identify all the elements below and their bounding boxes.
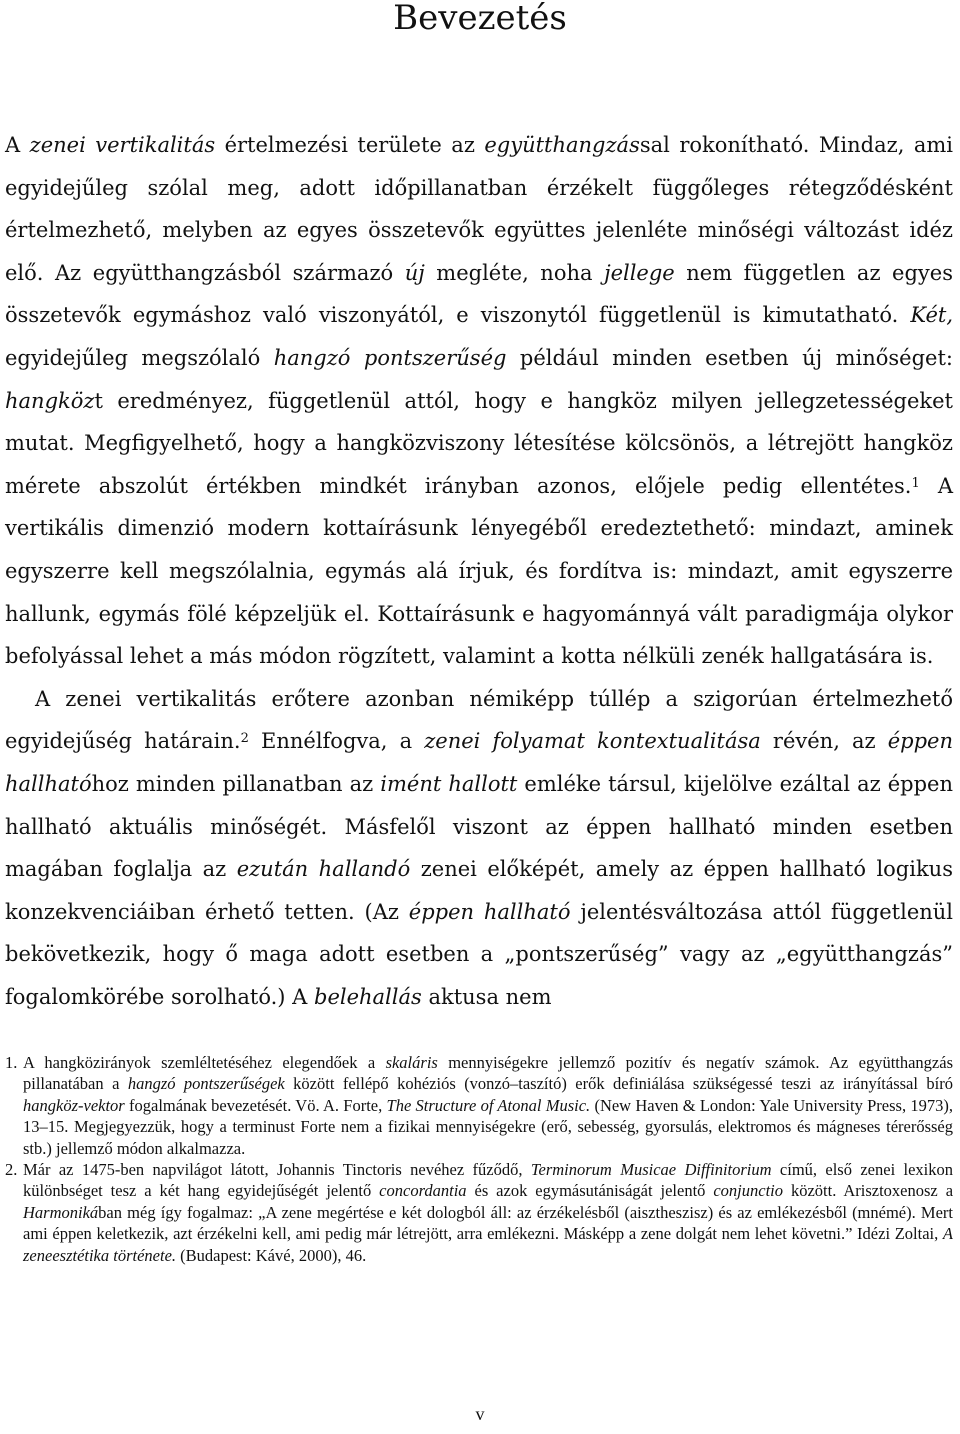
- italic-term: hangzó pontszerűségek: [127, 1074, 285, 1094]
- italic-term: hangzó pontszerűség: [273, 345, 507, 370]
- footnote-ref: 2: [240, 731, 249, 747]
- page-title: Bevezetés: [393, 0, 567, 38]
- footnote-number: 1.: [5, 1053, 18, 1072]
- footnotes: [5, 1052, 953, 1266]
- footnote-2: [5, 1159, 953, 1266]
- italic-term: hangköz: [5, 388, 95, 413]
- italic-term: éppen hallható: [5, 729, 953, 796]
- footnote-text: Már az 1475-ben napvilágot látott, Johannis Tinctoris nevéhez fűződő, Terminorum Musicae Diffinitorium című, első zenei lexikon különbséget tesz a két hang egyidejűségét jelentő concordantia és azok egymásutániságát jelentő conjunctio között. Arisztoxenosz a Harmonikában még így fogalmaz: „A zene megértése e két dologból áll: az érzékelésből (aisztheszisz) és az emlékezésből (mnémé). Mert ami éppen keletkezik, azt érzékelni kell, ami pedig már létrejött, arra emlékezni. Másképp a zene dolgát nem lehet követni.” Idézi Zoltai, A zeneesztétika története. (Budapest: Kávé, 2000), 46.: [23, 1160, 954, 1265]
- italic-term: concordantia: [379, 1181, 467, 1201]
- page-number: v: [475, 1404, 485, 1424]
- italic-term: zenei folyamat kontextualitása: [424, 729, 761, 754]
- paragraph-1: A zenei vertikalitás értelmezési területe az együtthangzással rokonítható. Mindaz, ami egyidejűleg szólal meg, adott időpillanatban érzékelt függőleges rétegződésként értelmezhető, melyben az egyes összetevők együttes jelenléte minőségi változást idéz elő. Az együtthangzásból származó új megléte, noha jellege nem független az egyes összetevők egymáshoz való viszonyától, e viszonytól függetlenül is kimutatható. Két, egyidejűleg megszólaló hangzó pontszerűség például minden esetben új minőséget: hangközt eredményez, függetlenül attól, hogy e hangköz milyen jellegzetességeket mutat. Megfigyelhető, hogy a hangközviszony létesítése kölcsönös, a létrejött hangköz mérete abszolút értékben mindkét irányban azonos, előjele pedig ellentétes.$^1$ A vertikális dimenzió modern kottaírásunk lényegéből eredeztethető: mindazt, aminek egyszerre kell megszólalnia, egymás alá írjuk, és fordítva is: mindazt, amit egyszerre hallunk, egymás fölé képzeljük el. Kottaírásunk e hagyománnyá vált paradigmája olykor befolyással lehet a más módon rögzített, valamint a kotta nélküli zenék hallgatására is.: [5, 133, 954, 669]
- paragraph-2: A zenei vertikalitás erőtere azonban némiképp túllép a szigorúan értelmezhető egyidejűség határain.$^2$ Ennélfogva, a zenei folyamat kontextualitása révén, az éppen hallhatóhoz minden pillanatban az imént hallott emléke társul, kijelölve ezáltal az éppen hallható aktuális minőségét. Másfelől viszont az éppen hallható minden esetben magában foglalja az ezután hallandó zenei előképét, amely az éppen hallható logikus konzekvenciáiban érhető tetten. (Az éppen hallható jelentésváltozása attól függetlenül bekövetkezik, hogy ő maga adott esetben a „pontszerűség” vagy az „együtthangzás” fogalomkörébe sorolható.) A belehallás aktusa nem: [5, 686, 954, 1009]
- italic-term: Harmoniká: [23, 1202, 99, 1222]
- italic-term: A zeneesztétika története.: [23, 1224, 953, 1265]
- body-text: [5, 124, 953, 1018]
- italic-term: imént hallott: [380, 771, 518, 796]
- italic-term: ezután hallandó: [236, 857, 411, 882]
- footnote-text: A hangközirányok szemléltetéséhez elegendőek a skaláris mennyiségekre jellemző pozitív és negatív számok. Az együtthangzás pillanatában a hangzó pontszerűségek között fellépő kohéziós (vonzó–taszító) erők definiálása szükségessé teszi az irányítással bíró hangköz-vektor fogalmának bevezetését. Vö. A. Forte, The Structure of Atonal Music. (New Haven & London: Yale University Press, 1973), 13–15. Megjegyezzük, hogy a terminust Forte nem a fizikai mennyiségekre (erő, sebesség, gyorsulás, elektromos és mágneses térerősség stb.) jellemző módon alkalmazza.: [23, 1053, 954, 1158]
- italic-term: conjunctio: [713, 1181, 784, 1201]
- italic-term: jellege: [604, 260, 675, 285]
- italic-term: Terminorum Musicae Diffinitorium: [530, 1160, 772, 1180]
- footnote-1: [5, 1052, 953, 1159]
- italic-term: skaláris: [385, 1053, 438, 1072]
- footnote-ref: 1: [911, 475, 920, 491]
- italic-term: Két,: [910, 303, 953, 328]
- italic-term: együtthangzás: [484, 133, 640, 157]
- italic-term: új: [404, 260, 425, 285]
- italic-term: hangköz-vektor: [23, 1095, 125, 1115]
- italic-term: éppen hallható: [408, 899, 571, 924]
- italic-term: zenei vertikalitás: [29, 133, 216, 157]
- italic-term: belehallás: [314, 984, 422, 1009]
- italic-term: The Structure of Atonal Music.: [386, 1095, 591, 1115]
- footnote-number: 2.: [5, 1160, 18, 1180]
